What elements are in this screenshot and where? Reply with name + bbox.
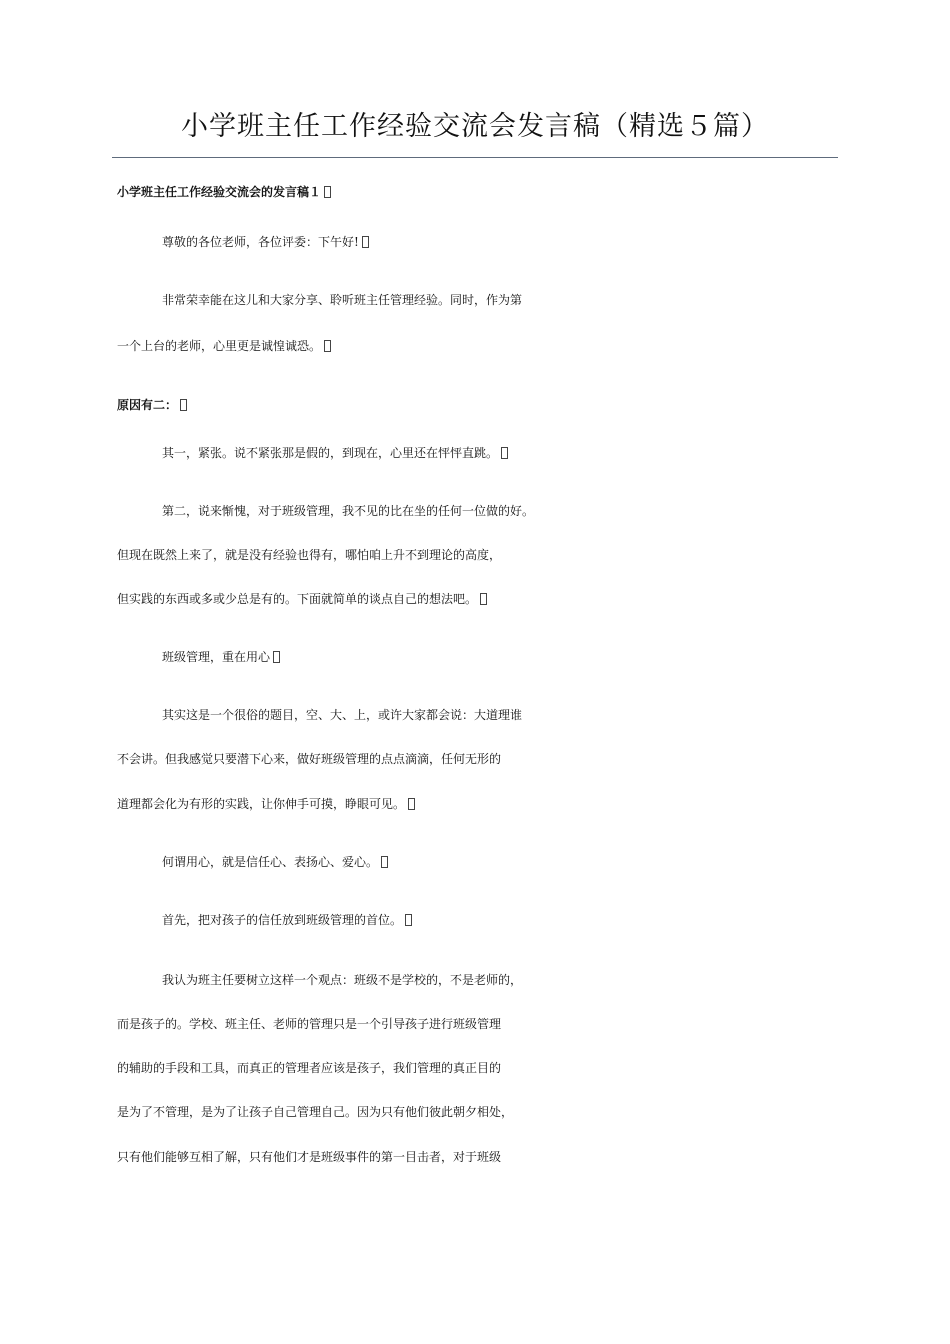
document-title: 小学班主任工作经验交流会发言稿（精选５篇）	[181, 111, 769, 142]
paragraph-line	[117, 750, 847, 767]
paragraph-line	[117, 1059, 847, 1076]
paragraph-mark-icon	[180, 399, 187, 411]
line-text: 只有他们能够互相了解，只有他们才是班级事件的第一目击者，对于班级	[117, 1150, 502, 1164]
line-text: 尊敬的各位老师，各位评委：下午好!	[162, 235, 359, 249]
line-text: 其实这是一个很俗的题目，空、大、上，或许大家都会说：大道理谁	[162, 708, 523, 722]
paragraph-line	[162, 648, 892, 665]
paragraph-line	[117, 1103, 847, 1120]
line-text: 但现在既然上来了，就是没有经验也得有，哪怕咱上升不到理论的高度，	[117, 548, 502, 562]
line-text: 非常荣幸能在这儿和大家分享、聆听班主任管理经验。同时，作为第	[162, 293, 523, 307]
line-text: 其一，紧张。说不紧张那是假的，到现在，心里还在怦怦直跳。	[162, 446, 499, 460]
paragraph-mark-icon	[501, 447, 508, 459]
paragraph-mark-icon	[405, 914, 412, 926]
paragraph-mark-icon	[324, 340, 331, 352]
paragraph-mark-icon	[381, 856, 388, 868]
line-text: 小学班主任工作经验交流会的发言稿１	[117, 185, 322, 199]
line-text: 道理都会化为有形的实践，让你伸手可摸，睁眼可见。	[117, 797, 406, 811]
paragraph-mark-icon	[480, 593, 487, 605]
paragraph-line	[162, 853, 892, 870]
paragraph-line	[117, 590, 847, 607]
line-text: 但实践的东西或多或少总是有的。下面就简单的谈点自己的想法吧。	[117, 592, 478, 606]
title-divider	[112, 157, 838, 158]
paragraph-line	[117, 1148, 847, 1165]
section-heading	[117, 183, 847, 200]
line-text: 的辅助的手段和工具，而真正的管理者应该是孩子，我们管理的真正目的	[117, 1061, 502, 1075]
paragraph-line	[162, 971, 892, 988]
paragraph-line	[162, 233, 892, 250]
paragraph-line	[162, 911, 892, 928]
paragraph-line	[162, 706, 892, 723]
paragraph-line	[162, 291, 892, 308]
line-text: 第二，说来惭愧，对于班级管理，我不见的比在坐的任何一位做的好。	[162, 504, 535, 518]
paragraph-line	[117, 337, 847, 354]
paragraph-line	[117, 795, 847, 812]
line-text: 是为了不管理，是为了让孩子自己管理自己。因为只有他们彼此朝夕相处，	[117, 1105, 514, 1119]
line-text: 何谓用心，就是信任心、表扬心、爱心。	[162, 855, 379, 869]
paragraph-line	[162, 444, 892, 461]
paragraph-mark-icon	[362, 236, 369, 248]
line-text: 我认为班主任要树立这样一个观点：班级不是学校的，不是老师的，	[162, 973, 523, 987]
paragraph-mark-icon	[408, 798, 415, 810]
line-text: 班级管理，重在用心	[162, 650, 271, 664]
line-text: 而是孩子的。学校、班主任、老师的管理只是一个引导孩子进行班级管理	[117, 1017, 502, 1031]
line-text: 不会讲。但我感觉只要潜下心来，做好班级管理的点点滴滴，任何无形的	[117, 752, 502, 766]
paragraph-mark-icon	[324, 186, 331, 198]
line-text: 首先，把对孩子的信任放到班级管理的首位。	[162, 913, 403, 927]
line-text: 一个上台的老师，心里更是诚惶诚恐。	[117, 339, 322, 353]
paragraph-line	[162, 502, 892, 519]
paragraph-line	[117, 546, 847, 563]
section-heading	[117, 396, 847, 413]
paragraph-line	[117, 1015, 847, 1032]
line-text: 原因有二：	[117, 398, 178, 412]
paragraph-mark-icon	[273, 651, 280, 663]
